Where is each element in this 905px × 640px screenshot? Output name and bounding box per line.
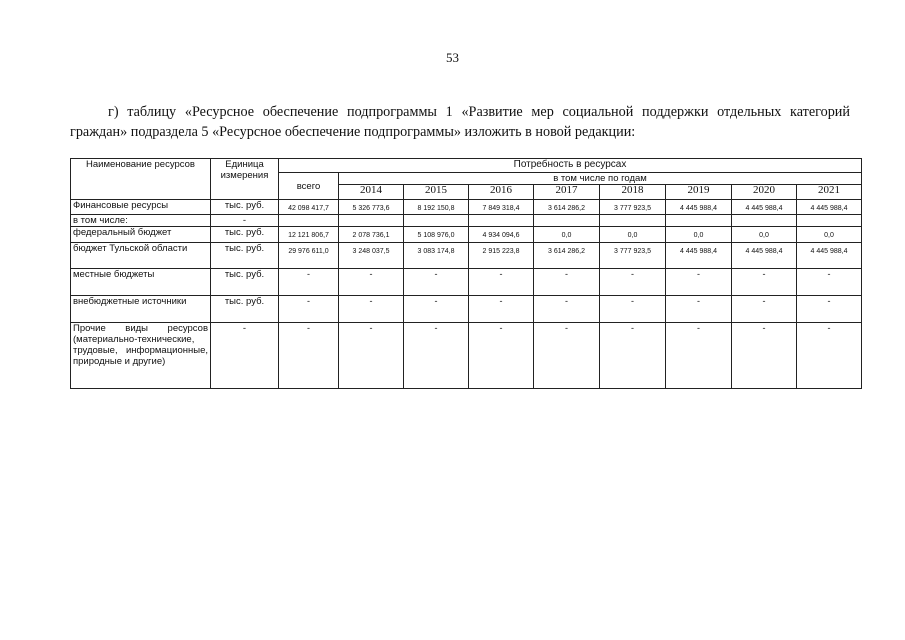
row-value: - [600,323,666,389]
table-row [71,323,862,389]
row-unit: - [211,323,279,389]
row-value: 4 445 988,4 [797,243,862,269]
row-value: 4 934 094,6 [469,227,534,243]
row-value: - [469,323,534,389]
row-unit: тыс. руб. [211,269,279,296]
row-value [666,215,732,227]
row-unit: тыс. руб. [211,200,279,215]
row-value: - [732,269,797,296]
row-value [600,215,666,227]
row-value [732,215,797,227]
header-year: 2014 [339,185,404,200]
row-value: - [404,296,469,323]
row-value: 3 777 923,5 [600,243,666,269]
row-total: - [279,269,339,296]
row-value: 0,0 [534,227,600,243]
row-total: - [279,323,339,389]
table-row [71,296,862,323]
table-row [71,215,862,227]
row-value: - [666,269,732,296]
row-value: 4 445 988,4 [797,200,862,215]
row-value: 4 445 988,4 [666,200,732,215]
row-unit: тыс. руб. [211,296,279,323]
row-value: - [534,269,600,296]
row-value [797,215,862,227]
row-value: 0,0 [600,227,666,243]
row-value: 4 445 988,4 [732,243,797,269]
header-year: 2016 [469,185,534,200]
row-value: - [339,269,404,296]
row-unit: тыс. руб. [211,243,279,269]
header-need: Потребность в ресурсах [279,159,862,173]
row-value: 3 614 286,2 [534,243,600,269]
table-row [71,200,862,215]
row-name: в том числе: [71,215,211,227]
row-value: 5 326 773,6 [339,200,404,215]
row-value: - [404,269,469,296]
page-number: 53 [446,50,459,65]
row-value: 4 445 988,4 [666,243,732,269]
header-year: 2017 [534,185,600,200]
table-row [71,269,862,296]
row-total: 12 121 806,7 [279,227,339,243]
header-unit: Единица измерения [211,159,279,200]
header-by-year: в том числе по годам [339,173,862,185]
row-value: 3 248 037,5 [339,243,404,269]
header-year: 2020 [732,185,797,200]
row-value: - [534,323,600,389]
row-name: Финансовые ресурсы [71,200,211,215]
resource-table [70,158,862,389]
header-year: 2021 [797,185,862,200]
row-name: бюджет Тульской области [71,243,211,269]
row-unit: - [211,215,279,227]
row-value: 0,0 [666,227,732,243]
row-name: Прочие виды ресурсов (материально-технические, трудовые, информационные, природные и другие) [71,323,211,389]
row-value: - [666,323,732,389]
row-value [469,215,534,227]
row-value: - [339,296,404,323]
row-value: - [534,296,600,323]
row-value: 8 192 150,8 [404,200,469,215]
row-value: - [469,269,534,296]
row-value: - [404,323,469,389]
row-value: 3 777 923,5 [600,200,666,215]
header-year: 2019 [666,185,732,200]
row-total [279,215,339,227]
row-value: 4 445 988,4 [732,200,797,215]
row-name: федеральный бюджет [71,227,211,243]
row-name: местные бюджеты [71,269,211,296]
header-resource-name: Наименование ресурсов [71,159,211,200]
row-value: - [797,323,862,389]
header-year: 2018 [600,185,666,200]
row-value: 0,0 [797,227,862,243]
row-value: 3 083 174,8 [404,243,469,269]
row-value [404,215,469,227]
row-total: - [279,296,339,323]
row-value: - [600,269,666,296]
row-total: 42 098 417,7 [279,200,339,215]
row-value: 2 078 736,1 [339,227,404,243]
row-name: внебюджетные источники [71,296,211,323]
header-total: всего [279,173,339,200]
table-row [71,227,862,243]
row-value: - [732,296,797,323]
row-value: - [797,296,862,323]
row-value: - [339,323,404,389]
row-value [534,215,600,227]
intro-paragraph: г) таблицу «Ресурсное обеспечение подпрограммы 1 «Развитие мер социальной поддержки отдельных категорий граждан» подраздела 5 «Ресурсное обеспечение подпрограммы» изложить в новой редакции: [70,104,850,140]
row-value [339,215,404,227]
header-year: 2015 [404,185,469,200]
row-value: - [600,296,666,323]
row-value: - [732,323,797,389]
row-unit: тыс. руб. [211,227,279,243]
row-value: 7 849 318,4 [469,200,534,215]
row-value: 3 614 286,2 [534,200,600,215]
row-value: 5 108 976,0 [404,227,469,243]
row-value: - [469,296,534,323]
table-row [71,243,862,269]
row-value: 0,0 [732,227,797,243]
row-value: 2 915 223,8 [469,243,534,269]
row-value: - [797,269,862,296]
row-value: - [666,296,732,323]
row-total: 29 976 611,0 [279,243,339,269]
